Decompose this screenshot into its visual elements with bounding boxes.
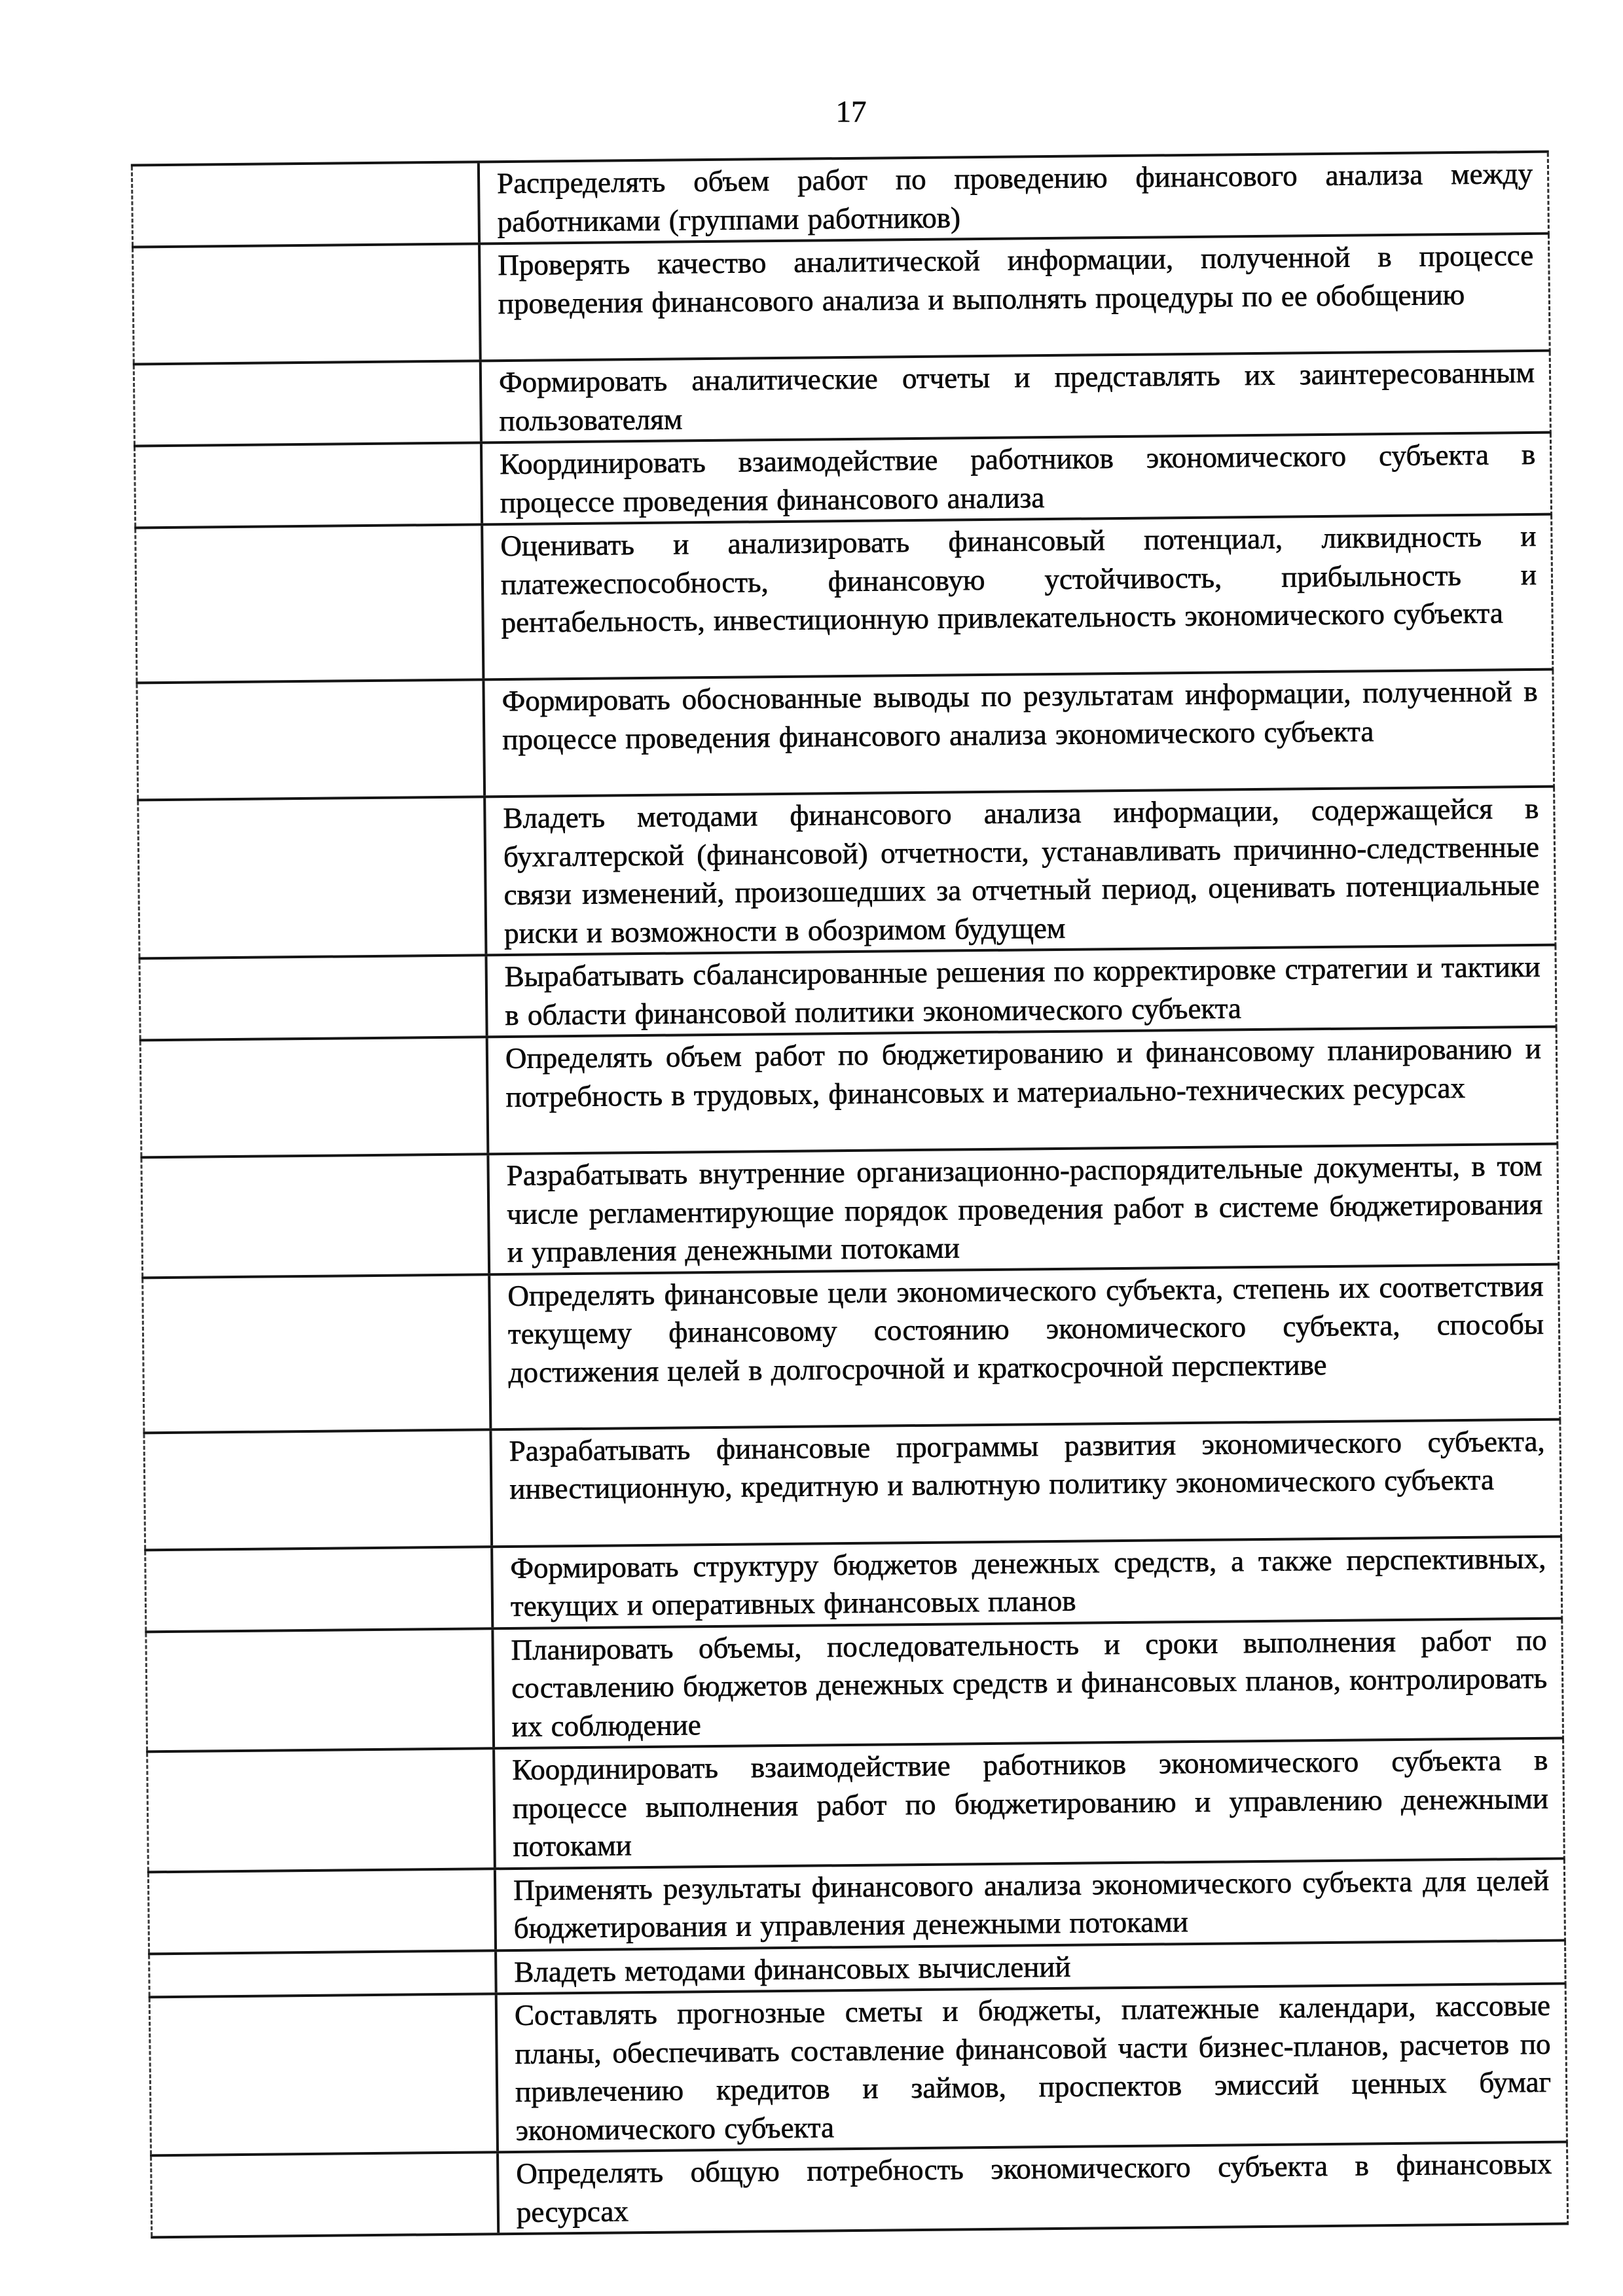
table-row — [137, 788, 1556, 960]
skill-text-cell: Определять общую потребность экономического субъекта в финансовых ресурсах — [496, 2144, 1567, 2233]
skill-text-cell: Владеть методами финансового анализа информации, содержащейся в бухгалтерской (финансовой) отчетности, устанавливать причинно-следственные связи изменений, произошедших за отчетный период, оценивать потенциальные риски и возможности в обозримом будущем — [483, 788, 1554, 954]
skill-text-cell: Определять объем работ по бюджетированию и финансовому планированию и потребность в трудовых, финансовых и материально-технических ресурсах — [486, 1028, 1557, 1153]
empty-cell — [133, 362, 480, 444]
empty-cell — [139, 1038, 487, 1156]
empty-cell — [136, 681, 483, 798]
table-row — [143, 1420, 1562, 1551]
skill-text-cell: Составлять прогнозные сметы и бюджеты, платежные календари, кассовые планы, обеспечивать составление финансовой части бизнес-планов, расчетов по привлечению кредитов и займов, проспектов эмиссий ценных бумаг экономического субъекта — [495, 1985, 1566, 2151]
empty-cell — [134, 526, 482, 681]
empty-cell — [132, 245, 479, 363]
skill-text-cell: Формировать структуру бюджетов денежных средств, а также перспективных, текущих и оперативных финансовых планов — [490, 1537, 1561, 1627]
empty-cell — [141, 1276, 489, 1431]
table-row — [147, 1859, 1566, 1955]
table-row — [139, 1028, 1559, 1159]
skill-text-cell: Разрабатывать финансовые программы развития экономического субъекта, инвестиционную, кредитную и валютную политику экономического субъекта — [489, 1420, 1560, 1545]
skills-table-wrap — [131, 151, 1569, 2239]
table-row — [141, 1265, 1561, 1434]
skill-text-cell: Формировать аналитические отчеты и представлять их заинтересованным пользователям — [479, 352, 1550, 442]
table-row — [140, 1145, 1559, 1279]
skills-table — [131, 151, 1569, 2239]
table-row — [144, 1537, 1563, 1633]
skill-text-cell: Применять результаты финансового анализа экономического субъекта для целей бюджетирования и управления денежными потоками — [494, 1859, 1564, 1949]
table-row — [132, 235, 1551, 366]
skill-text-cell: Владеть методами финансовых вычислений — [494, 1941, 1565, 1992]
skill-text-cell: Координировать взаимодействие работников экономического субъекта в процессе проведения финансового анализа — [480, 434, 1550, 524]
table-row — [136, 671, 1555, 802]
empty-cell — [148, 1952, 495, 1996]
empty-cell — [143, 1431, 490, 1549]
table-row — [134, 434, 1552, 529]
empty-cell — [134, 444, 481, 526]
skill-text-cell: Координировать взаимодействие работников экономического субъекта в процессе выполнения работ по бюджетированию и управлению денежными потоками — [492, 1740, 1563, 1867]
empty-cell — [150, 2153, 497, 2236]
table-row — [149, 1985, 1568, 2157]
table-row — [146, 1740, 1565, 1873]
empty-cell — [131, 163, 478, 245]
skill-text-cell: Разрабатывать внутренние организационно-распорядительные документы, в том числе регламентирующие порядок проведения работ в системе бюджетирования и управления денежными потоками — [486, 1145, 1558, 1273]
skill-text-cell: Вырабатывать сбалансированные решения по корректировке стратегии и тактики в области финансовой политики экономического субъекта — [484, 946, 1555, 1036]
empty-cell — [139, 956, 486, 1039]
skill-text-cell: Определять финансовые цели экономического субъекта, степень их соответствия текущему финансовому состоянию экономического субъекта, способы достижения целей в долгосрочной и краткосрочной перспективе — [488, 1265, 1559, 1428]
skill-text-cell: Планировать объемы, последовательность и сроки выполнения работ по составлению бюджетов денежных средств и финансовых планов, контролировать их соблюдение — [491, 1619, 1562, 1747]
table-row — [134, 516, 1554, 685]
table-row — [139, 946, 1558, 1042]
empty-cell — [140, 1155, 488, 1276]
skill-text-cell: Формировать обоснованные выводы по результатам информации, полученной в процессе проведения финансового анализа экономического субъекта — [482, 671, 1553, 796]
empty-cell — [149, 1995, 496, 2154]
skill-text-cell: Оценивать и анализировать финансовый потенциал, ликвидность и платежеспособность, финансовую устойчивость, прибыльность и рентабельность, инвестиционную привлекательность экономического субъекта — [481, 516, 1552, 679]
empty-cell — [146, 1749, 494, 1871]
empty-cell — [144, 1548, 491, 1630]
page-number: 17 — [835, 95, 867, 129]
skill-text-cell: Распределять объем работ по проведению финансового анализа между работниками (группами работников) — [477, 153, 1548, 243]
empty-cell — [147, 1870, 494, 1952]
table-row — [145, 1619, 1564, 1753]
empty-cell — [137, 798, 484, 957]
table-row — [150, 2144, 1569, 2239]
table-row — [131, 153, 1550, 249]
table-row — [133, 352, 1552, 448]
empty-cell — [145, 1630, 492, 1751]
skill-text-cell: Проверять качество аналитической информации, полученной в процессе проведения финансового анализа и выполнять процедуры по ее обобщению — [478, 235, 1549, 360]
